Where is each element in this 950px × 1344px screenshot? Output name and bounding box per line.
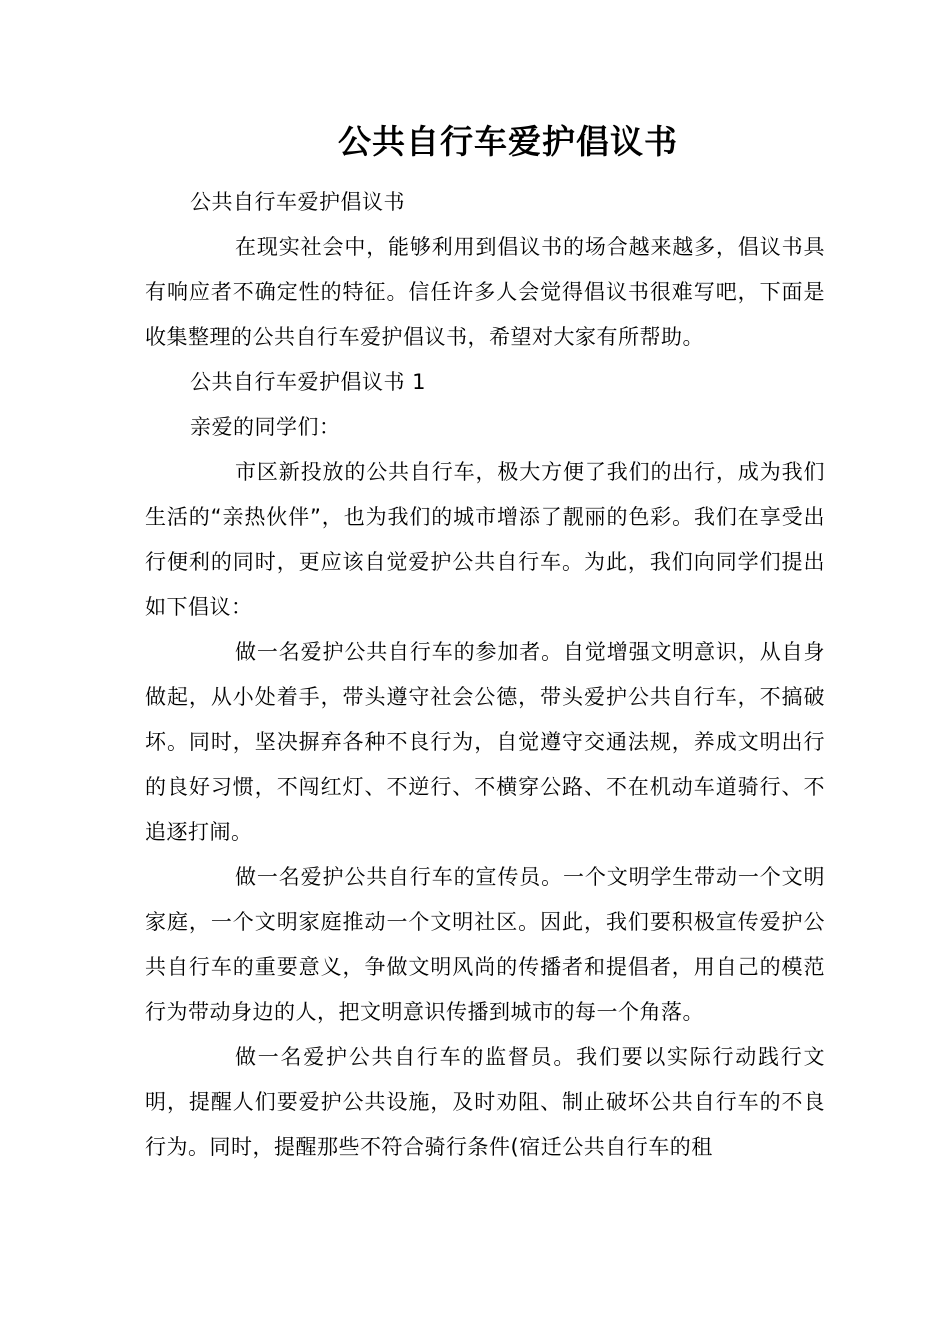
intro-paragraph: 在现实社会中，能够利用到倡议书的场合越来越多，倡议书具有响应者不确定性的特征。信任许多人会觉得倡议书很难写吧，下面是收集整理的公共自行车爱护倡议书，希望对大家有所帮助。 bbox=[145, 235, 825, 349]
body-paragraph: 做一名爱护公共自行车的监督员。我们要以实际行动践行文明，提醒人们要爱护公共设施，及时劝阻、制止破坏公共自行车的不良行为。同时，提醒那些不符合骑行条件(宿迁公共自行车的租 bbox=[145, 1045, 825, 1159]
body-paragraph: 市区新投放的公共自行车，极大方便了我们的出行，成为我们生活的“亲热伙伴”，也为我们的城市增添了靓丽的色彩。我们在享受出行便利的同时，更应该自觉爱护公共自行车。为此，我们向同学们提出如下倡议： bbox=[145, 460, 825, 619]
body-paragraph: 做一名爱护公共自行车的参加者。自觉增强文明意识，从自身做起，从小处着手，带头遵守社会公德，带头爱护公共自行车，不搞破坏。同时，坚决摒弃各种不良行为，自觉遵守交通法规，养成文明出行的良好习惯，不闯红灯、不逆行、不横穿公路、不在机动车道骑行、不追逐打闹。 bbox=[145, 640, 825, 844]
body-paragraph: 做一名爱护公共自行车的宣传员。一个文明学生带动一个文明家庭，一个文明家庭推动一个文明社区。因此，我们要积极宣传爱护公共自行车的重要意义，争做文明风尚的传播者和提倡者，用自己的模范行为带动身边的人，把文明意识传播到城市的每一个角落。 bbox=[145, 865, 825, 1024]
document-body bbox=[145, 180, 825, 1170]
document-title: 公共自行车爱护倡议书 bbox=[338, 122, 678, 161]
section-heading: 公共自行车爱护倡议书 1 bbox=[190, 370, 427, 394]
salutation: 亲爱的同学们： bbox=[190, 415, 341, 439]
subtitle-paragraph: 公共自行车爱护倡议书 bbox=[190, 190, 405, 214]
